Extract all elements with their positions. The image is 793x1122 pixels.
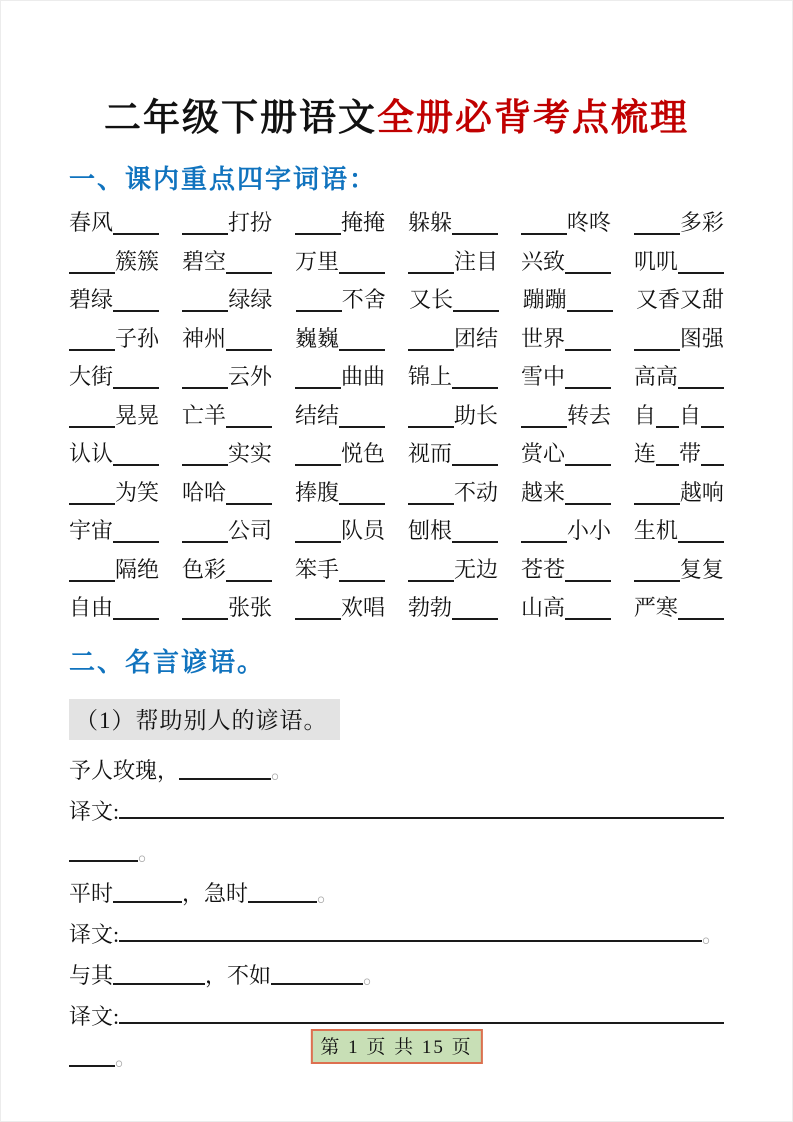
text-segment: 不动: [453, 479, 498, 505]
text-segment: 小小: [566, 518, 611, 544]
word-item: [521, 514, 611, 545]
word-item: [182, 399, 272, 430]
text-segment: 越响: [679, 479, 724, 505]
text-segment: 笨手: [294, 556, 339, 582]
word-item: [69, 591, 159, 622]
period-mark: 。: [138, 839, 161, 865]
fill-in-blank: [339, 578, 385, 582]
fill-in-blank: [565, 462, 611, 466]
fill-in-blank: [408, 424, 454, 428]
text-segment: 碧绿: [69, 287, 114, 313]
fill-in-blank-long: [119, 815, 724, 819]
word-row: [69, 514, 724, 553]
fill-in-blank-long: [119, 1020, 724, 1024]
text-segment: 高高: [633, 364, 678, 390]
text-segment: 为笑: [115, 479, 160, 505]
text-segment: 曲曲: [340, 364, 385, 390]
text-segment: 译文:: [69, 1003, 120, 1029]
text-segment: 大街: [69, 364, 114, 390]
period-mark: 。: [271, 757, 294, 783]
word-item: [182, 553, 272, 584]
fill-in-blank: [408, 501, 454, 505]
word-item: [634, 399, 724, 430]
word-item: [295, 245, 385, 276]
fill-in-blank: [226, 347, 272, 351]
text-segment: 晃晃: [115, 402, 160, 428]
word-item: [409, 283, 499, 314]
text-segment: 欢唱: [340, 595, 385, 621]
text-segment: 捧腹: [294, 479, 339, 505]
word-item: [521, 206, 611, 237]
fill-in-blank: [226, 270, 272, 274]
fill-in-blank: [226, 424, 272, 428]
word-item: [182, 322, 272, 353]
word-item: [69, 437, 159, 468]
word-item: [182, 360, 272, 391]
text-segment: 勃勃: [407, 595, 452, 621]
text-segment: 刨根: [407, 518, 452, 544]
word-item: [182, 245, 272, 276]
word-item: [69, 476, 159, 507]
fill-in-blank: [339, 270, 385, 274]
fill-in-blank: [452, 616, 498, 620]
page-title-prefix: 二年级下册语文: [104, 98, 377, 139]
text-segment: 自: [678, 402, 701, 428]
text-segment: 咚咚: [566, 210, 611, 236]
fill-in-blank: [452, 462, 498, 466]
word-row: [69, 360, 724, 399]
word-item: [296, 283, 386, 314]
word-item: [69, 245, 159, 276]
text-segment: 实实: [227, 441, 272, 467]
fill-in-blank: [113, 616, 159, 620]
text-segment: 予人玫瑰，: [69, 757, 180, 783]
fill-in-blank-long: [119, 938, 702, 942]
text-segment: 赏心: [520, 441, 565, 467]
text-segment: 哈哈: [181, 479, 226, 505]
fill-in-blank: [295, 539, 341, 543]
text-segment: 亡羊: [181, 402, 226, 428]
fill-in-blank: [339, 347, 385, 351]
text-segment: 子孙: [115, 325, 160, 351]
fill-in-blank: [113, 231, 159, 235]
text-segment: 掩掩: [340, 210, 385, 236]
fill-in-blank: [295, 385, 341, 389]
word-item: [634, 206, 724, 237]
text-segment: 队员: [340, 518, 385, 544]
text-segment: 雪中: [520, 364, 565, 390]
period-mark: 。: [701, 921, 724, 947]
fill-in-blank: [295, 231, 341, 235]
fill-in-blank: [69, 347, 115, 351]
text-segment: 连: [633, 441, 656, 467]
text-segment: 无边: [453, 556, 498, 582]
word-item: [521, 245, 611, 276]
word-row: [69, 322, 724, 361]
fill-in-blank: [69, 858, 138, 862]
fill-in-blank: [226, 578, 272, 582]
period-mark: 。: [317, 880, 340, 906]
fill-in-blank: [295, 462, 341, 466]
fill-in-blank: [408, 347, 454, 351]
text-segment: 多彩: [679, 210, 724, 236]
fill-in-blank: [226, 501, 272, 505]
fill-in-blank: [69, 424, 115, 428]
page-title: [69, 97, 724, 141]
word-item: [523, 283, 613, 314]
word-item: [408, 206, 498, 237]
word-item: [69, 514, 159, 545]
text-segment: 生机: [633, 518, 678, 544]
text-segment: 悦色: [340, 441, 385, 467]
subsection-wrap: [69, 689, 724, 744]
text-segment: 助长: [453, 402, 498, 428]
fill-in-blank: [182, 308, 228, 312]
fill-in-blank: [565, 501, 611, 505]
word-item: [408, 360, 498, 391]
text-segment: 锦上: [407, 364, 452, 390]
text-segment: 簇簇: [115, 248, 160, 274]
fill-in-blank: [182, 616, 228, 620]
fill-in-blank: [521, 424, 567, 428]
text-segment: 自: [633, 402, 656, 428]
text-segment: 自由: [69, 595, 114, 621]
fill-in-blank: [565, 385, 611, 389]
page-number-footer: 第 1 页 共 15 页: [310, 1029, 482, 1064]
text-segment: 公司: [227, 518, 272, 544]
fill-in-blank: [113, 385, 159, 389]
word-item: [295, 206, 385, 237]
word-item: [182, 476, 272, 507]
translation-2: [69, 908, 724, 949]
word-item: [295, 399, 385, 430]
proverb-lines-block: [69, 744, 724, 1072]
proverb-3: [69, 949, 724, 990]
word-item: [521, 476, 611, 507]
fill-in-blank: [453, 308, 499, 312]
word-item: [182, 591, 272, 622]
word-item: [295, 360, 385, 391]
text-segment: 越来: [520, 479, 565, 505]
word-item: [408, 553, 498, 584]
word-item: [295, 514, 385, 545]
word-item: [521, 322, 611, 353]
fill-in-blank: [678, 616, 724, 620]
fill-in-blank: [634, 578, 680, 582]
word-item: [521, 591, 611, 622]
fill-in-blank: [296, 308, 342, 312]
fill-in-blank: [521, 231, 567, 235]
text-segment: 兴致: [520, 248, 565, 274]
fill-in-blank: [521, 539, 567, 543]
text-segment: 春风: [69, 210, 114, 236]
fill-in-blank: [565, 270, 611, 274]
word-item: [295, 553, 385, 584]
fill-in-blank: [271, 981, 363, 985]
proverb-2: [69, 867, 724, 908]
fill-in-blank: [179, 776, 271, 780]
text-segment: 神州: [181, 325, 226, 351]
word-item: [408, 245, 498, 276]
fill-in-blank: [113, 539, 159, 543]
fill-in-blank: [678, 385, 724, 389]
fill-in-blank: [565, 578, 611, 582]
word-item: [636, 283, 724, 314]
fill-in-blank: [69, 270, 115, 274]
fill-in-blank: [182, 385, 228, 389]
word-row: [69, 206, 724, 245]
section1-heading: 一、课内重点四字词语：: [69, 164, 378, 195]
word-item: [634, 476, 724, 507]
text-segment: 平时: [69, 880, 114, 906]
word-row: [69, 283, 724, 322]
fill-in-blank: [182, 539, 228, 543]
word-item: [521, 437, 611, 468]
text-segment: 隔绝: [115, 556, 160, 582]
fill-in-blank: [634, 501, 680, 505]
text-segment: 视而: [407, 441, 452, 467]
word-item: [295, 591, 385, 622]
word-item: [521, 553, 611, 584]
text-segment: 又香又甜: [635, 287, 724, 313]
text-segment: 蹦蹦: [522, 287, 567, 313]
text-segment: 转去: [566, 402, 611, 428]
page-title-highlight: 全册必背考点梳理: [377, 98, 689, 139]
fill-in-blank: [656, 462, 679, 466]
text-segment: 苍苍: [520, 556, 565, 582]
text-segment: 万里: [294, 248, 339, 274]
fill-in-blank: [182, 462, 228, 466]
text-segment: 严寒: [633, 595, 678, 621]
word-item: [408, 591, 498, 622]
word-rows-block: [69, 206, 724, 630]
text-segment: 山高: [520, 595, 565, 621]
word-item: [295, 437, 385, 468]
fill-in-blank: [408, 578, 454, 582]
text-segment: 译文:: [69, 921, 120, 947]
period-mark: 。: [115, 1044, 138, 1070]
text-segment: 图强: [679, 325, 724, 351]
fill-in-blank: [182, 231, 228, 235]
word-row: [69, 245, 724, 284]
word-item: [69, 322, 159, 353]
word-row: [69, 591, 724, 630]
fill-in-blank: [339, 501, 385, 505]
word-item: [182, 514, 272, 545]
word-row: [69, 553, 724, 592]
translation-1: [69, 785, 724, 826]
text-segment: 绿绿: [228, 287, 273, 313]
proverb-1: [69, 744, 724, 785]
word-item: [408, 399, 498, 430]
fill-in-blank: [69, 578, 115, 582]
word-item: [295, 322, 385, 353]
word-item: [182, 206, 272, 237]
word-row: [69, 399, 724, 438]
fill-in-blank: [113, 981, 205, 985]
word-item: [69, 399, 159, 430]
word-item: [69, 206, 159, 237]
word-item: [521, 360, 611, 391]
text-segment: 色彩: [181, 556, 226, 582]
word-row: [69, 476, 724, 515]
word-item: [69, 360, 159, 391]
fill-in-blank: [452, 539, 498, 543]
fill-in-blank: [248, 899, 317, 903]
text-segment: 躲躲: [407, 210, 452, 236]
fill-in-blank: [339, 424, 385, 428]
word-item: [182, 437, 272, 468]
fill-in-blank: [565, 616, 611, 620]
text-segment: 世界: [520, 325, 565, 351]
text-segment: 结结: [294, 402, 339, 428]
word-item: [408, 514, 498, 545]
text-segment: 碧空: [181, 248, 226, 274]
text-segment: 云外: [227, 364, 272, 390]
word-item: [408, 476, 498, 507]
fill-in-blank: [69, 501, 115, 505]
text-segment: 译文:: [69, 798, 120, 824]
fill-in-blank: [452, 231, 498, 235]
fill-in-blank: [295, 616, 341, 620]
word-item: [521, 399, 611, 430]
fill-in-blank: [678, 539, 724, 543]
word-item: [634, 322, 724, 353]
word-item: [634, 591, 724, 622]
text-segment: 与其: [69, 962, 114, 988]
text-segment: 带: [678, 441, 701, 467]
fill-in-blank: [656, 424, 679, 428]
fill-in-blank: [113, 899, 182, 903]
text-segment: ，不如: [205, 962, 272, 988]
word-item: [634, 553, 724, 584]
word-item: [634, 245, 724, 276]
text-segment: 认认: [69, 441, 114, 467]
word-item: [634, 514, 724, 545]
fill-in-blank: [69, 1063, 115, 1067]
text-segment: 叽叽: [633, 248, 678, 274]
fill-in-blank: [565, 347, 611, 351]
text-segment: 不舍: [341, 287, 386, 313]
text-segment: 注目: [453, 248, 498, 274]
word-item: [69, 553, 159, 584]
word-item: [408, 322, 498, 353]
fill-in-blank: [113, 308, 159, 312]
fill-in-blank: [678, 270, 724, 274]
period-mark: 。: [363, 962, 386, 988]
word-item: [408, 437, 498, 468]
text-segment: 团结: [453, 325, 498, 351]
text-segment: 复复: [679, 556, 724, 582]
text-segment: ，急时: [182, 880, 249, 906]
translation-1-cont: [69, 826, 724, 867]
text-segment: 又长: [409, 287, 454, 313]
translation-3: [69, 990, 724, 1031]
subsection-label: （1）帮助别人的谚语。: [69, 699, 340, 740]
text-segment: 张张: [227, 595, 272, 621]
word-item: [69, 283, 159, 314]
fill-in-blank: [567, 308, 613, 312]
fill-in-blank: [113, 462, 159, 466]
fill-in-blank: [634, 231, 680, 235]
word-row: [69, 437, 724, 476]
section2-heading: 二、名言谚语。: [69, 646, 266, 677]
fill-in-blank: [634, 347, 680, 351]
fill-in-blank: [701, 424, 724, 428]
fill-in-blank: [701, 462, 724, 466]
text-segment: 宇宙: [69, 518, 114, 544]
word-item: [182, 283, 272, 314]
text-segment: 打扮: [227, 210, 272, 236]
fill-in-blank: [452, 385, 498, 389]
fill-in-blank: [408, 270, 454, 274]
word-item: [634, 437, 724, 468]
text-segment: 巍巍: [294, 325, 339, 351]
word-item: [634, 360, 724, 391]
word-item: [295, 476, 385, 507]
